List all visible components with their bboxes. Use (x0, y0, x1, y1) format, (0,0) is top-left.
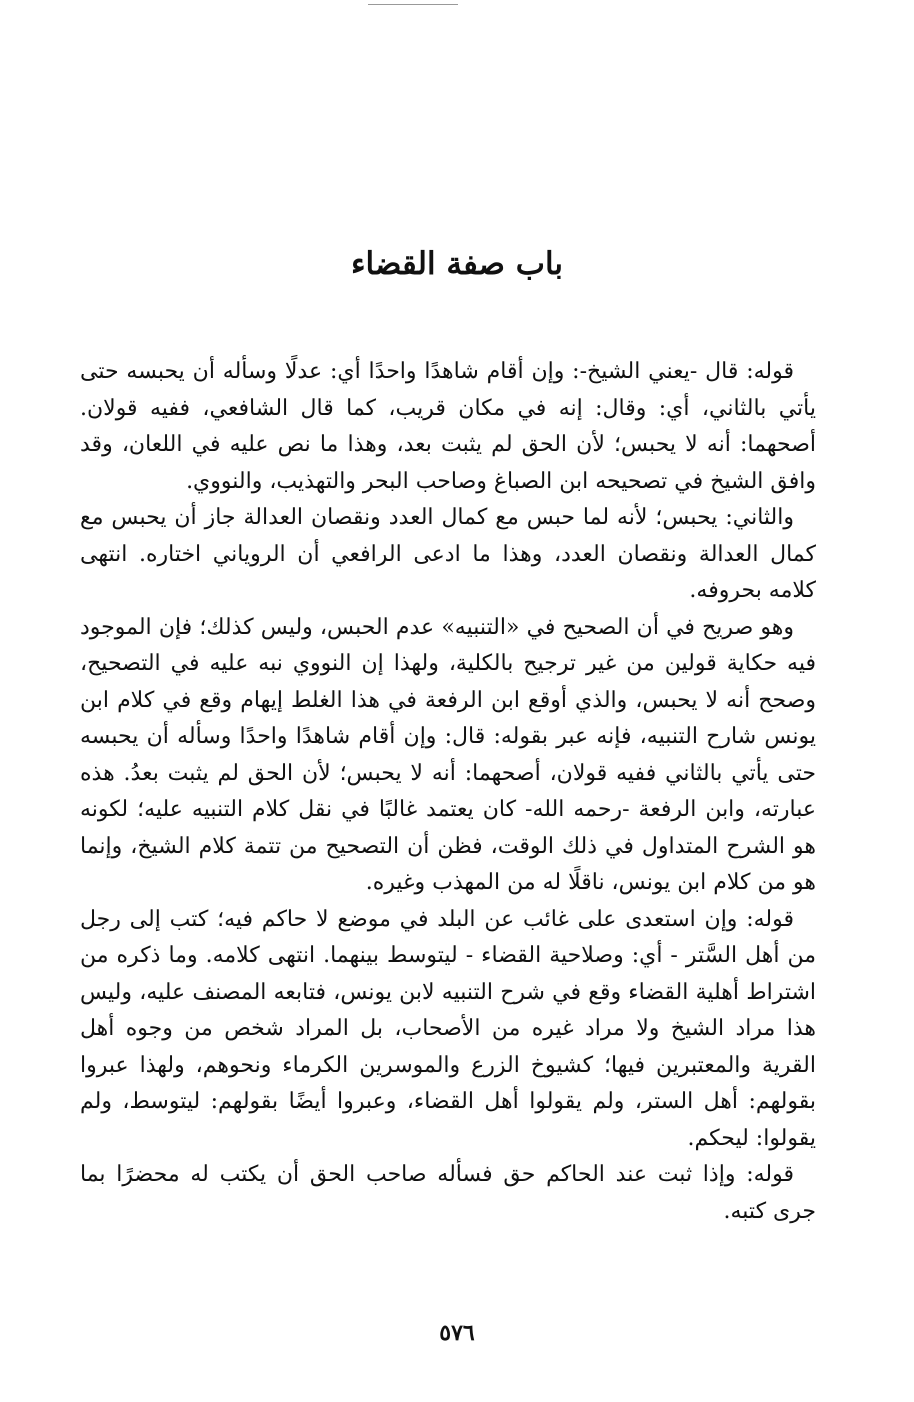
page-title: باب صفة القضاء (350, 246, 564, 282)
paragraph-5: قوله: وإذا ثبت عند الحاكم حق فسأله صاحب الحق أن يكتب له محضرًا بما جرى كتبه. (80, 1162, 816, 1224)
paragraph-2: والثاني: يحبس؛ لأنه لما حبس مع كمال العدد ونقصان العدالة جاز أن يحبس مع كمال العدالة ونقصان العدد، وهذا ما ادعى الرافعي أن الروياني اختاره. انتهى كلامه بحروفه. (80, 505, 816, 603)
top-rule (368, 4, 458, 5)
page-number: ٥٧٦ (439, 1320, 475, 1346)
paragraph-1: قوله: قال -يعني الشيخ-: وإن أقام شاهدًا واحدًا أي: عدلًا وسأله أن يحبسه حتى يأتي بالثاني، أي: وقال: إنه في مكان قريب، كما قال الشافعي، ففيه قولان. أصحهما: أنه لا يحبس؛ لأن الحق لم يثبت بعد، وهذا ما نص عليه في اللعان، وقد وافق الشيخ في تصحيحه ابن الصباغ وصاحب البحر والتهذيب، والنووي. (80, 359, 816, 494)
paragraph-4: قوله: وإن استعدى على غائب عن البلد في موضع لا حاكم فيه؛ كتب إلى رجل من أهل السَّتر - أي: وصلاحية القضاء - ليتوسط بينهما. انتهى كلامه. وما ذكره من اشتراط أهلية القضاء وقع في شرح التنبيه لابن يونس، فتابعه المصنف عليه، وليس هذا مراد الشيخ ولا مراد غيره من الأصحاب، بل المراد شخص من وجوه أهل القرية والمعتبرين فيها؛ كشيوخ الزرع والموسرين الكرماء ونحوهم، ولهذا عبروا بقولهم: أهل الستر، ولم يقولوا أهل القضاء، وعبروا أيضًا بقولهم: ليتوسط، ولم يقولوا: ليحكم. (80, 906, 816, 1151)
body-text (80, 354, 816, 1230)
paragraph-3: وهو صريح في أن الصحيح في «التنبيه» عدم الحبس، وليس كذلك؛ فإن الموجود فيه حكاية قولين من غير ترجيح بالكلية، ولهذا إن النووي نبه عليه في التصحيح، وصحح أنه لا يحبس، والذي أوقع ابن الرفعة في هذا الغلط إيهام وقع في كلام ابن يونس شارح التنبيه، فإنه عبر بقوله: قال: وإن أقام شاهدًا واحدًا وسأله أن يحبسه حتى يأتي بالثاني ففيه قولان، أصحهما: أنه لا يحبس؛ لأن الحق لم يثبت بعدُ. هذه عبارته، وابن الرفعة -رحمه الله- كان يعتمد غالبًا في نقل كلام التنبيه عليه؛ لكونه هو الشرح المتداول في ذلك الوقت، فظن أن التصحيح من تتمة كلام الشيخ، وإنما هو من كلام ابن يونس، ناقلًا له من المهذب وغيره. (80, 614, 817, 895)
